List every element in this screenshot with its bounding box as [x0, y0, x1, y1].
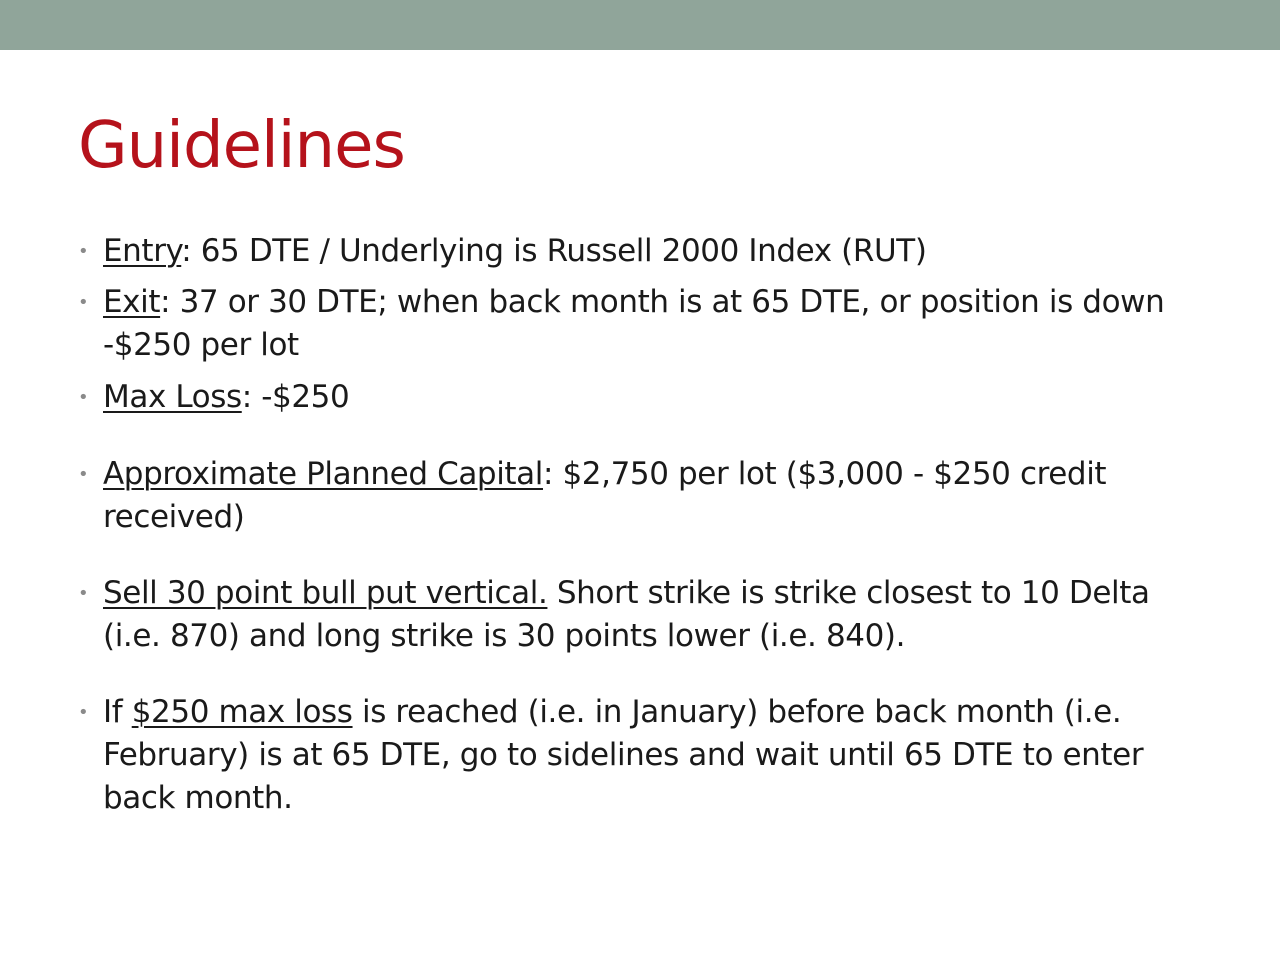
bullet-sell-vertical	[78, 572, 1208, 658]
bullet-text: Short strike is strike closest to 10 Delta (i.e. 870) and long strike is 30 points lower (i.e. 840).	[103, 575, 1150, 654]
bullet-heading: Approximate Planned Capital	[103, 456, 543, 492]
slide-title: Guidelines	[78, 109, 405, 183]
bullet-heading: Exit	[103, 284, 161, 320]
bullet-separator: :	[241, 379, 252, 415]
bullet-text: 65 DTE / Underlying is Russell 2000 Index (RUT)	[191, 233, 927, 269]
bullet-text: is reached (i.e. in January) before back month (i.e. February) is at 65 DTE, go to sidelines and wait until 65 DTE to enter back month.	[103, 694, 1144, 816]
bullet-dot-icon: •	[78, 387, 89, 408]
bullet-heading: $250 max loss	[131, 694, 353, 730]
bullet-separator: :	[542, 456, 554, 492]
bullet-text: $2,750 per lot ($3,000 - $250 credit received)	[103, 456, 1107, 535]
bullet-exit	[78, 281, 1208, 367]
bullet-heading: Entry	[103, 233, 182, 269]
bullet-separator: :	[160, 284, 171, 320]
bullet-dot-icon: •	[78, 583, 89, 604]
bullet-dot-icon: •	[78, 241, 89, 262]
bullet-heading: Sell 30 point bull put vertical.	[103, 575, 548, 611]
bullet-heading: Max Loss	[103, 379, 242, 415]
top-accent-band	[0, 0, 1280, 50]
bullet-text: 37 or 30 DTE; when back month is at 65 DTE, or position is down -$250 per lot	[103, 284, 1165, 363]
bullet-max-loss-reached	[78, 691, 1208, 820]
bullet-dot-icon: •	[78, 464, 89, 485]
bullet-planned-capital	[78, 453, 1208, 539]
bullet-entry	[78, 230, 1208, 273]
bullet-dot-icon: •	[78, 292, 89, 313]
bullet-text: -$250	[251, 379, 350, 415]
bullet-max-loss	[78, 376, 1208, 419]
bullet-dot-icon: •	[78, 702, 89, 723]
bullet-prefix: If	[103, 694, 132, 730]
bullet-separator: :	[181, 233, 192, 269]
